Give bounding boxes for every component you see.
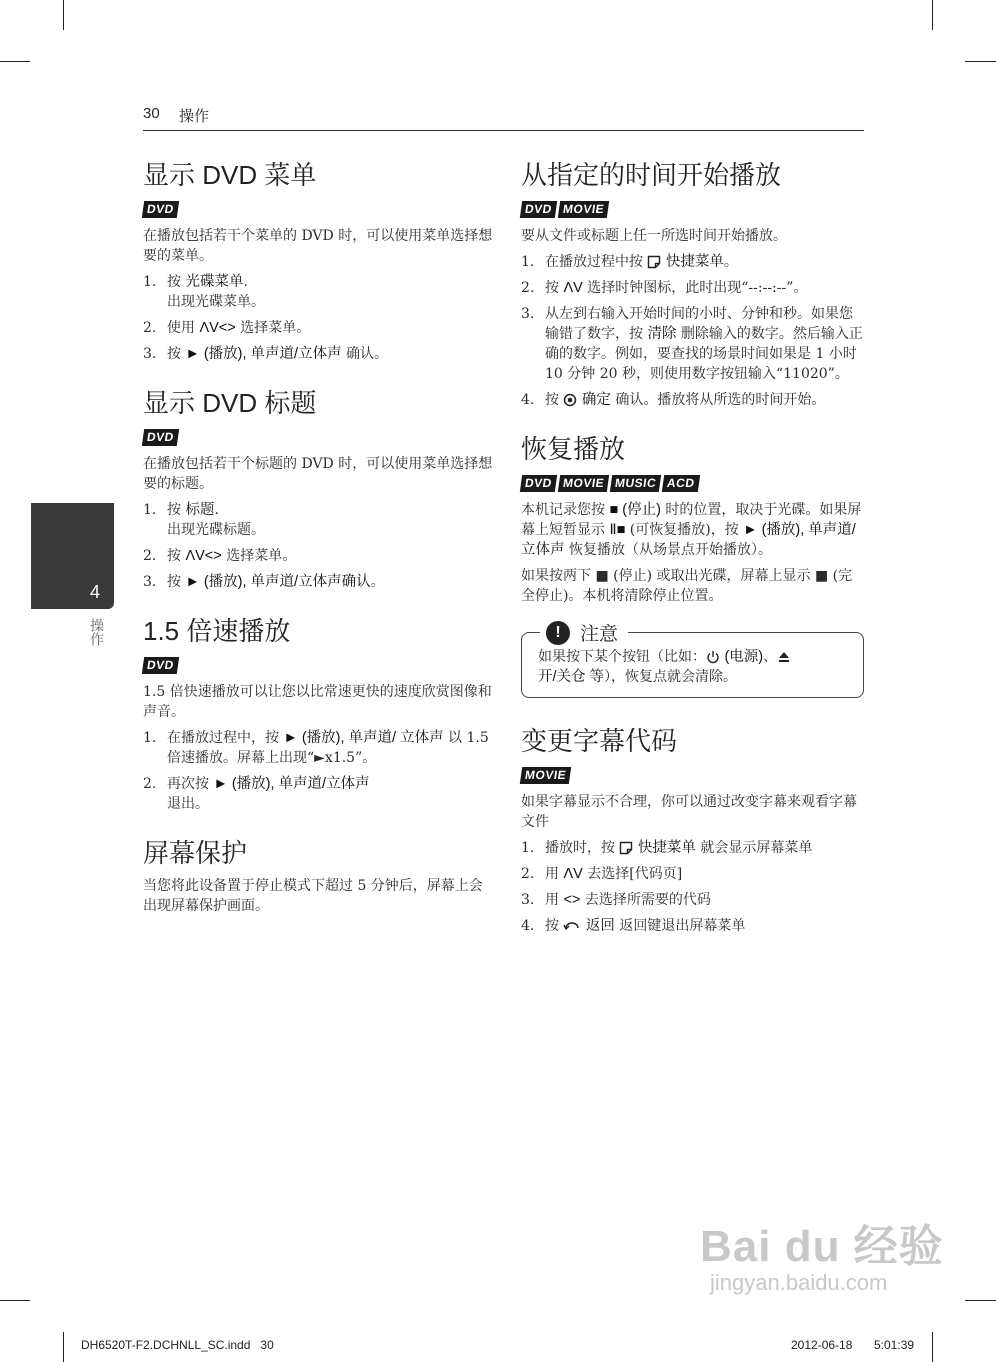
info-menu-icon xyxy=(647,255,661,269)
movie-badge: MOVIE xyxy=(558,201,610,218)
key-label: ΛV<> xyxy=(199,320,236,336)
chapter-label: 操作 xyxy=(88,618,104,646)
info-menu-icon xyxy=(619,841,633,855)
watermark-logo: Bai du 经验 xyxy=(700,1222,944,1271)
eject-icon xyxy=(777,650,791,664)
section-resume xyxy=(521,432,864,606)
list-item: 2. 使用 ΛV<> 选择菜单。 xyxy=(143,320,311,336)
right-column xyxy=(521,158,864,958)
key-label: ΛV<> xyxy=(185,548,222,564)
key-label: ΛV xyxy=(563,866,583,882)
key-label: 标题 xyxy=(185,502,215,518)
section-title: 变更字幕代码 xyxy=(521,726,678,756)
crop-mark xyxy=(0,61,30,62)
key-label: ΛV xyxy=(563,280,583,296)
section-title: 屏幕保护 xyxy=(143,838,248,868)
dvd-badge: DVD xyxy=(520,201,557,218)
power-icon xyxy=(706,650,720,664)
list-item: 1. 在播放过程中按 快捷菜单。 xyxy=(521,254,738,270)
section-title: 操作 xyxy=(179,108,210,125)
list-item: 1. 按 标题. 出现光碟标题。 xyxy=(143,502,265,538)
intro-text: 在播放包括若干个标题的 DVD 时，可以使用菜单选择想要的标题。 xyxy=(143,456,493,492)
movie-badge: MOVIE xyxy=(520,767,572,784)
page-header xyxy=(143,102,864,131)
section-title: 显示 DVD 标题 xyxy=(143,388,317,418)
list-item: 4. 按 返回 返回键退出屏幕菜单 xyxy=(521,918,746,934)
list-item: 1. 播放时，按 快捷菜单 就会显示屏幕菜单 xyxy=(521,840,813,856)
key-label: ► (播放), 单声道/立体声 xyxy=(185,346,342,362)
movie-badge: MOVIE xyxy=(558,475,610,492)
key-label: 确定 xyxy=(581,392,611,408)
key-label: ► (播放), 单声道/立体声 xyxy=(213,776,370,792)
dvd-badge: DVD xyxy=(142,657,179,674)
list-item: 3. 按 ► (播放), 单声道/立体声 确认。 xyxy=(143,346,389,362)
section-title: 1.5 倍速播放 xyxy=(143,616,291,646)
key-label: 快捷菜单 xyxy=(637,840,696,856)
key-label: 快捷菜单 xyxy=(665,254,724,270)
section-dvd-menu xyxy=(143,158,493,364)
chapter-tab xyxy=(31,503,114,609)
chapter-number: 4 xyxy=(89,582,100,602)
list-item: 3. 按 ► (播放), 单声道/立体声确认。 xyxy=(143,574,385,590)
intro-text: 在播放包括若干个菜单的 DVD 时，可以使用菜单选择想要的菜单。 xyxy=(143,228,493,264)
section-subtitle-code xyxy=(521,724,864,936)
list-item: 2. 用 ΛV 去选择[代码页] xyxy=(521,866,683,882)
resume-text: 本机记录您按 ■ (停止) 时的位置，取决于光碟。如果屏幕上短暂显示 Ⅱ■ (可恢复播放)，按 ► (播放), 单声道/立体声 恢复播放（从场景点开始播放）。 xyxy=(521,502,862,558)
key-label: 光碟菜单 xyxy=(185,274,244,290)
crop-mark xyxy=(932,0,933,30)
warning-icon: ! xyxy=(546,621,570,645)
list-item: 1. 按 光碟菜单. 出现光碟菜单。 xyxy=(143,274,265,310)
crop-mark xyxy=(0,1300,30,1301)
section-1-5x xyxy=(143,614,493,814)
section-dvd-title xyxy=(143,386,493,592)
crop-mark xyxy=(965,1300,996,1301)
section-title: 恢复播放 xyxy=(521,434,626,464)
dvd-badge: DVD xyxy=(520,475,557,492)
resume-text-2: 如果按两下 ■ (停止) 或取出光碟，屏幕上显示 ■ (完全停止)。本机将清除停止位置。 xyxy=(521,568,853,604)
section-title: 从指定的时间开始播放 xyxy=(521,160,782,190)
file-name: DH6520T-F2.DCHNLL_SC.indd 30 xyxy=(81,1338,274,1352)
list-item: 4. 按 确定 确认。播放将从所选的时间开始。 xyxy=(521,392,826,408)
crop-mark xyxy=(63,1332,64,1362)
dvd-badge: DVD xyxy=(142,201,179,218)
notice-text: 如果按下某个按钮（比如： (电源)、 开/关仓 等），恢复点就会清除。 xyxy=(538,647,849,687)
notice-title: 注意 xyxy=(580,624,619,645)
crop-mark xyxy=(965,61,996,62)
watermark xyxy=(700,1210,944,1296)
list-item: 2. 按 ΛV 选择时钟图标，此时出现“--:--:--”。 xyxy=(521,280,808,296)
key-label: 清除 xyxy=(647,326,677,342)
key-label: <> xyxy=(563,892,581,908)
list-item: 3. 用 <> 去选择所需要的代码 xyxy=(521,892,711,908)
left-column xyxy=(143,158,493,938)
list-item: 1. 在播放过程中，按 ► (播放), 单声道/ 立体声 以 1.5 倍速播放。屏幕上出现“►x1.5”。 xyxy=(143,730,489,766)
intro-text: 1.5 倍快速播放可以让您以比常速更快的速度欣赏图像和声音。 xyxy=(143,684,492,720)
crop-mark xyxy=(63,0,64,30)
crop-mark xyxy=(932,1332,933,1362)
intro-text: 如果字幕显示不合理，你可以通过改变字幕来观看字幕文件 xyxy=(521,794,857,830)
section-screensaver xyxy=(143,836,493,916)
section-title: 显示 DVD 菜单 xyxy=(143,160,317,190)
list-item: 3. 从左到右输入开始时间的小时、分钟和秒。如果您输错了数字，按 清除 删除输入的数字。然后输入正确的数字。例如，要查找的场景时间如果是 1 小时 10 分钟 20 秒，则使用数字按钮输入“11020”。 xyxy=(521,306,863,382)
music-badge: MUSIC xyxy=(610,475,662,492)
list-item: 2. 按 ΛV<> 选择菜单。 xyxy=(143,548,297,564)
intro-text: 要从文件或标题上任一所选时间开始播放。 xyxy=(521,228,787,244)
print-time: 5:01:39 xyxy=(874,1338,915,1352)
acd-badge: ACD xyxy=(662,475,700,492)
print-date: 2012-06-18 xyxy=(791,1338,853,1352)
dvd-badge: DVD xyxy=(142,429,179,446)
print-footer xyxy=(81,1338,916,1352)
watermark-url: jingyan.baidu.com xyxy=(710,1270,888,1295)
key-label: ► (播放), 单声道/立体声确认 xyxy=(185,574,371,590)
page-number: 30 xyxy=(143,105,160,122)
key-label: ► (播放), 单声道/ 立体声 xyxy=(283,730,444,746)
notice-box xyxy=(521,623,864,698)
enter-icon xyxy=(563,393,577,407)
list-item: 2. 再次按 ► (播放), 单声道/立体声 退出。 xyxy=(143,776,370,812)
section-time-search xyxy=(521,158,864,410)
key-label: 返回 xyxy=(585,918,615,934)
back-icon xyxy=(563,919,581,933)
intro-text: 当您将此设备置于停止模式下超过 5 分钟后，屏幕上会出现屏幕保护画面。 xyxy=(143,878,483,914)
